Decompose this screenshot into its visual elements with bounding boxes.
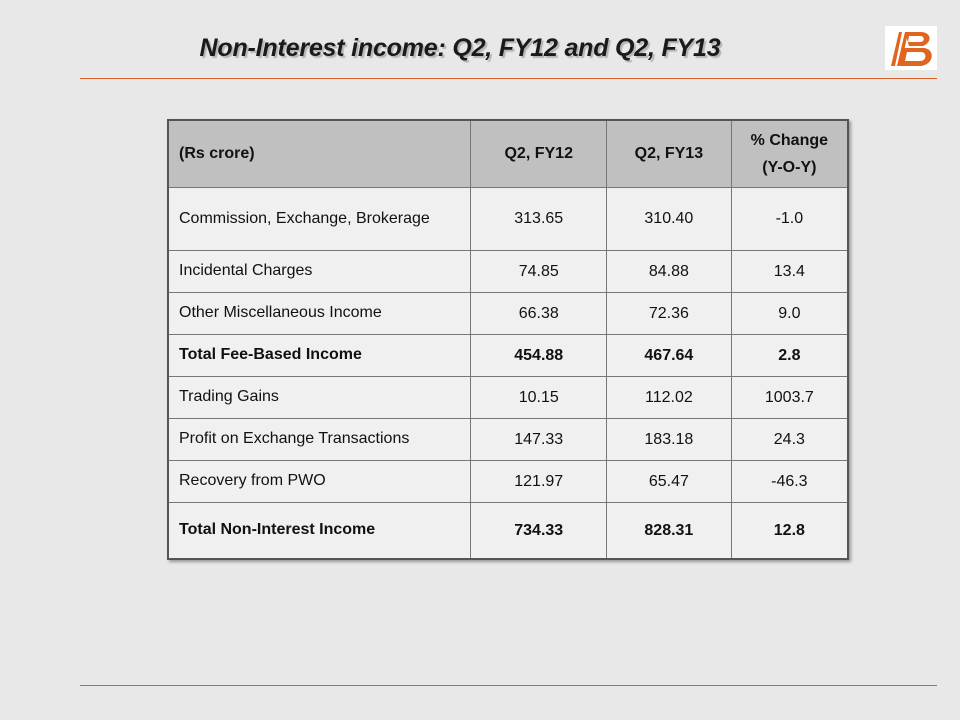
row-change: -1.0 <box>731 188 848 251</box>
table-row <box>168 377 848 419</box>
row-q2-fy12: 734.33 <box>471 503 607 560</box>
row-q2-fy12: 454.88 <box>471 335 607 377</box>
row-change: 1003.7 <box>731 377 848 419</box>
row-change: -46.3 <box>731 461 848 503</box>
table-row <box>168 188 848 251</box>
bank-logo-icon <box>885 26 937 70</box>
row-label: Total Non-Interest Income <box>168 503 471 560</box>
row-q2-fy12: 147.33 <box>471 419 607 461</box>
row-q2-fy13: 72.36 <box>607 293 732 335</box>
top-divider <box>80 78 937 79</box>
row-q2-fy13: 310.40 <box>607 188 732 251</box>
row-label: Profit on Exchange Transactions <box>168 419 471 461</box>
table-row <box>168 461 848 503</box>
row-q2-fy13: 183.18 <box>607 419 732 461</box>
row-q2-fy12: 66.38 <box>471 293 607 335</box>
row-q2-fy12: 10.15 <box>471 377 607 419</box>
row-label: Commission, Exchange, Brokerage <box>168 188 471 251</box>
table-row <box>168 419 848 461</box>
header-change-line2: (Y-O-Y) <box>762 159 817 176</box>
bottom-divider <box>80 685 937 686</box>
row-q2-fy13: 65.47 <box>607 461 732 503</box>
non-interest-income-table <box>167 119 849 560</box>
row-q2-fy12: 121.97 <box>471 461 607 503</box>
header-change <box>731 120 848 188</box>
header-q2-fy13: Q2, FY13 <box>607 120 732 188</box>
slide-title: Non-Interest income: Q2, FY12 and Q2, FY13 <box>199 34 721 62</box>
row-change: 24.3 <box>731 419 848 461</box>
row-change: 13.4 <box>731 251 848 293</box>
row-q2-fy13: 828.31 <box>607 503 732 560</box>
table-row-total <box>168 335 848 377</box>
row-label: Other Miscellaneous Income <box>168 293 471 335</box>
header-q2-fy12: Q2, FY12 <box>471 120 607 188</box>
row-q2-fy13: 112.02 <box>607 377 732 419</box>
table-row <box>168 251 848 293</box>
row-change: 12.8 <box>731 503 848 560</box>
table-row-grand-total <box>168 503 848 560</box>
row-q2-fy12: 313.65 <box>471 188 607 251</box>
row-change: 9.0 <box>731 293 848 335</box>
row-q2-fy13: 84.88 <box>607 251 732 293</box>
row-label: Recovery from PWO <box>168 461 471 503</box>
row-label: Trading Gains <box>168 377 471 419</box>
row-q2-fy13: 467.64 <box>607 335 732 377</box>
row-change: 2.8 <box>731 335 848 377</box>
header-unit: (Rs crore) <box>168 120 471 188</box>
row-label: Incidental Charges <box>168 251 471 293</box>
table-header-row <box>168 120 848 188</box>
row-label: Total Fee-Based Income <box>168 335 471 377</box>
table-row <box>168 293 848 335</box>
header-change-line1: % Change <box>750 131 829 149</box>
row-q2-fy12: 74.85 <box>471 251 607 293</box>
